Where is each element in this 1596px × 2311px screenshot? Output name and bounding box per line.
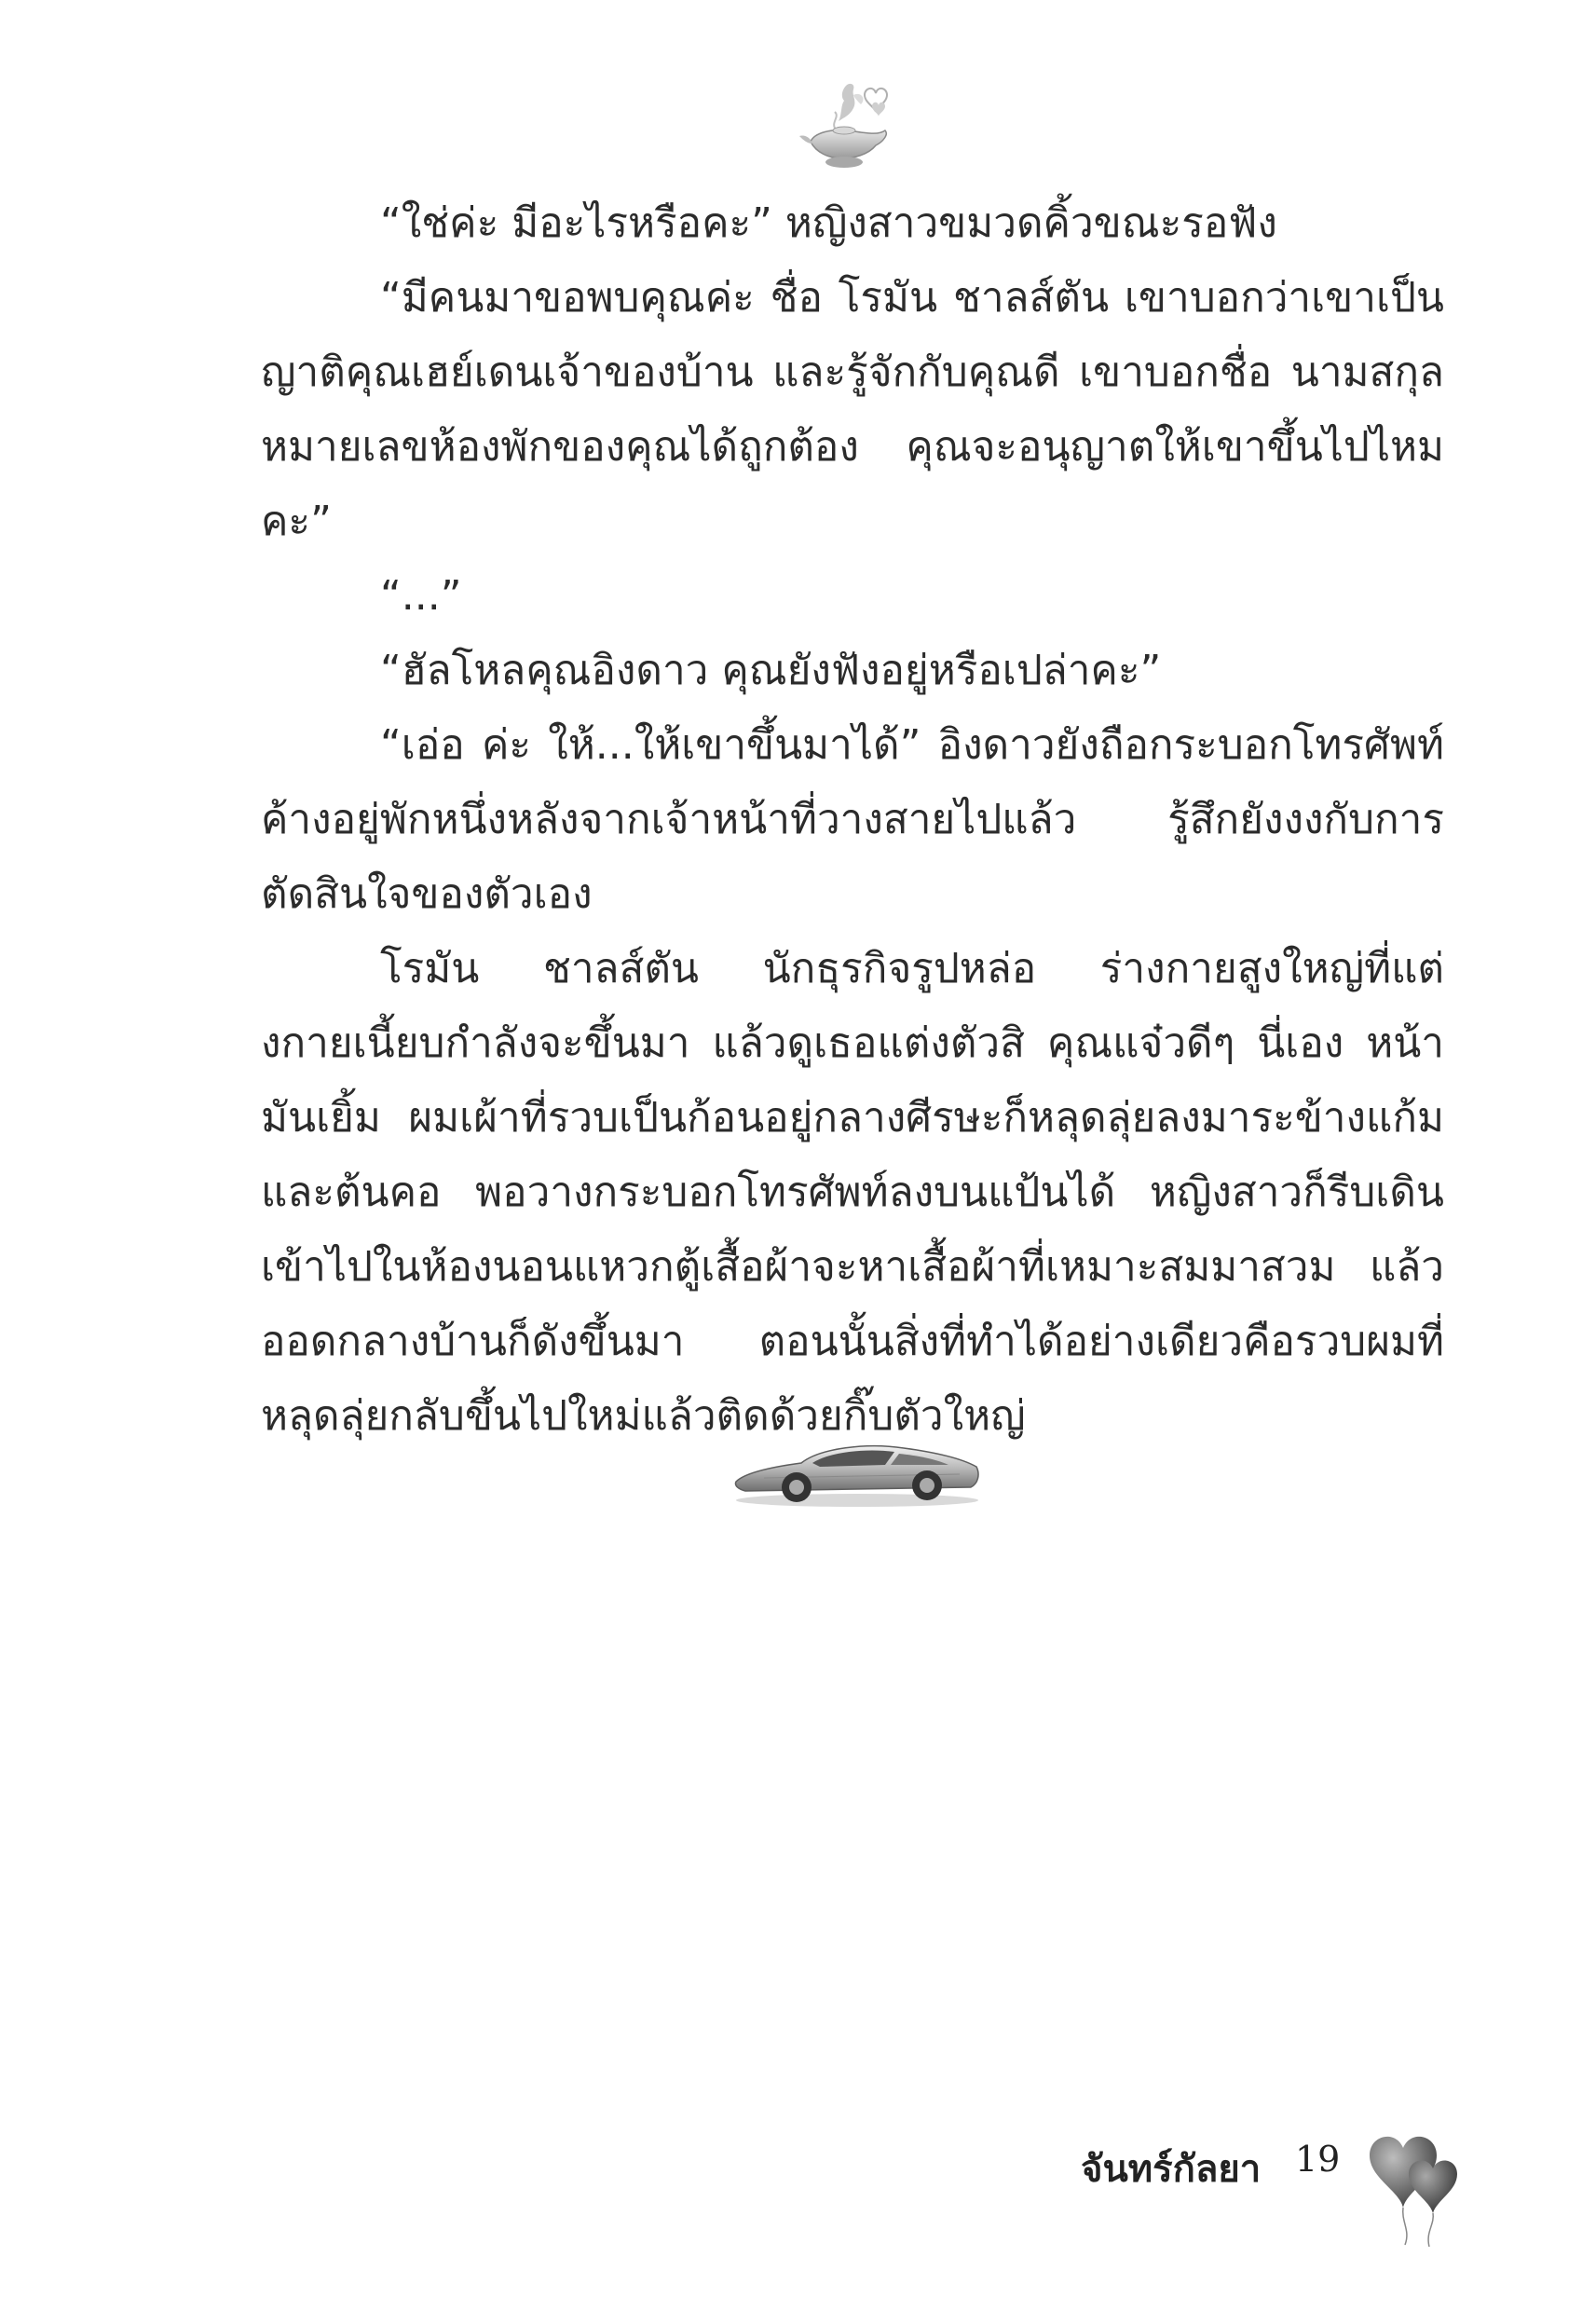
hearts-balloon-icon [1351,2120,1481,2250]
paragraph-6: โรมัน ชาลส์ตัน นักธุรกิจรูปหล่อ ร่างกายสูงใหญ่ที่แต่งกายเนี้ยบกำลังจะขึ้นมา แล้วดูเธอแต่งตัวสิ คุณแจ๋วดีๆ นี่เอง หน้ามันเยิ้ม ผมเผ้าที่รวบเป็นก้อนอยู่กลางศีรษะก็หลุดลุ่ยลงมาระข้างแก้มและต้นคอ พอวางกระบอกโทรศัพท์ลงบนแป้นได้ หญิงสาวก็รีบเดินเข้าไปในห้องนอนแหวกตู้เสื้อผ้าจะหาเสื้อผ้าที่เหมาะสมมาสวม แล้วออดกลางบ้านก็ดังขึ้นมา ตอนนั้นสิ่งที่ทำได้อย่างเดียวคือรวบผมที่หลุดลุ่ยกลับขึ้นไปใหม่แล้วติดด้วยกิ๊บตัวใหญ่ [261,945,1444,1440]
paragraph-3: “...” [380,572,462,620]
book-title: จันทร์กัลยา [1081,2148,1262,2191]
paragraph-2: “มีคนมาขอพบคุณค่ะ ชื่อ โรมัน ชาลส์ตัน เขาบอกว่าเขาเป็นญาติคุณเฮย์เดนเจ้าของบ้าน และรู้จักกับคุณดี เขาบอกชื่อ นามสกุล หมายเลขห้องพักของคุณได้ถูกต้อง คุณจะอนุญาตให้เขาขึ้นไปไหมคะ” [261,274,1444,545]
page-number: 19 [1295,2139,1341,2180]
paragraph-5: “เอ่อ ค่ะ ให้...ให้เขาขึ้นมาได้” อิงดาวยังถือกระบอกโทรศัพท์ค้างอยู่พักหนึ่งหลังจากเจ้าหน้าที่วางสายไปแล้ว รู้สึกยังงงกับการตัดสินใจของตัวเอง [261,721,1444,918]
paragraph-4: “ฮัลโหลคุณอิงดาว คุณยังฟังอยู่หรือเปล่าคะ” [380,647,1162,694]
sports-car-icon [727,1426,988,1510]
page-footer [1081,2120,1472,2250]
body-text [261,186,1444,1454]
lamp-with-fairy-icon [792,75,904,186]
paragraph-1: “ใช่ค่ะ มีอะไรหรือคะ” หญิงสาวขมวดคิ้วขณะรอฟัง [380,199,1277,247]
